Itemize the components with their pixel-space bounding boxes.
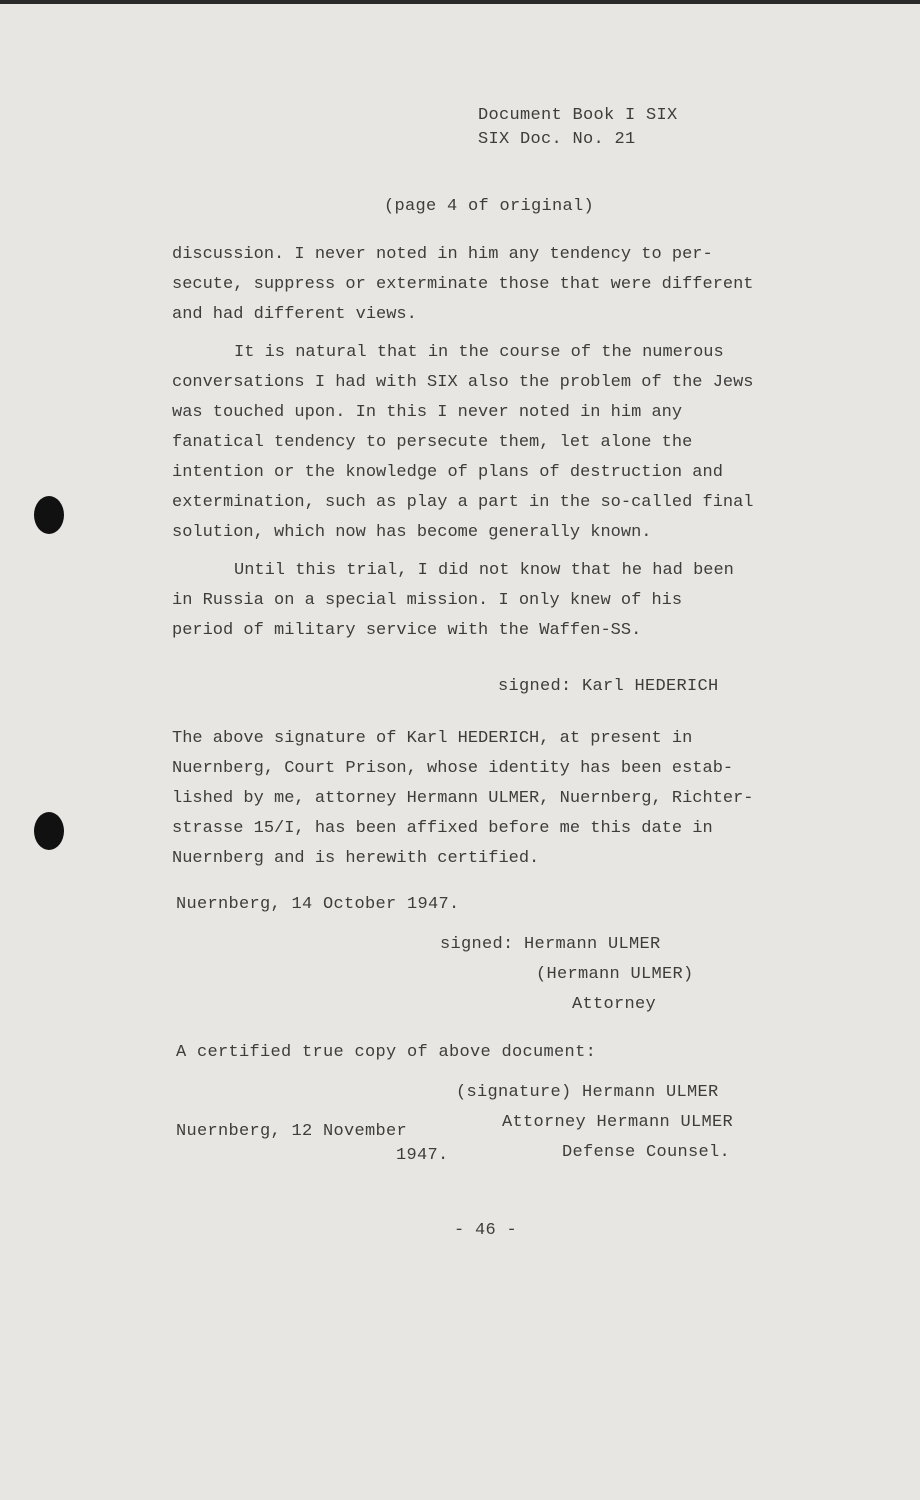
paragraph-line: period of military service with the Waffen-SS. xyxy=(172,621,642,640)
paragraph-line: in Russia on a special mission. I only knew of his xyxy=(172,591,683,610)
paragraph-line: and had different views. xyxy=(172,305,417,324)
document-header xyxy=(478,104,678,152)
certification-line: strasse 15/I, has been affixed before me this date in xyxy=(172,819,713,838)
ulmer-signed-line: signed: Hermann ULMER xyxy=(440,935,661,954)
ulmer-title-line: Attorney xyxy=(572,995,657,1014)
paragraph-line: intention or the knowledge of plans of destruction and xyxy=(172,463,723,482)
paragraph-line: discussion. I never noted in him any tendency to per- xyxy=(172,245,713,264)
certification-line: The above signature of Karl HEDERICH, at present in xyxy=(172,729,693,748)
paragraph-line: Until this trial, I did not know that he had been xyxy=(234,561,734,580)
copy-year-line: 1947. xyxy=(396,1146,449,1165)
paragraph-line: solution, which now has become generally known. xyxy=(172,523,652,542)
header-book: Document Book I SIX xyxy=(478,106,678,125)
paragraph-line: secute, suppress or exterminate those that were different xyxy=(172,275,754,294)
copy-date-block xyxy=(176,1120,449,1168)
punch-hole-top xyxy=(34,496,64,534)
punch-hole-bottom xyxy=(34,812,64,850)
ulmer-name-line: (Hermann ULMER) xyxy=(536,965,694,984)
copy-signature-line: (signature) Hermann ULMER xyxy=(456,1083,719,1102)
paragraph-line: extermination, such as play a part in the so-called final xyxy=(172,493,754,512)
paragraph-2 xyxy=(172,338,754,548)
copy-date-line: Nuernberg, 12 November xyxy=(176,1122,408,1141)
certification-line: lished by me, attorney Hermann ULMER, Nuernberg, Richter- xyxy=(172,789,754,808)
paragraph-line: fanatical tendency to persecute them, let alone the xyxy=(172,433,693,452)
certification-block xyxy=(172,724,754,874)
signature-ulmer xyxy=(440,930,694,1020)
page-number: - 46 - xyxy=(454,1221,518,1240)
true-copy-statement: A certified true copy of above document: xyxy=(176,1043,597,1062)
certification-line: Nuernberg, Court Prison, whose identity has been estab- xyxy=(172,759,734,778)
paragraph-line: conversations I had with SIX also the problem of the Jews xyxy=(172,373,754,392)
paragraph-1 xyxy=(172,240,754,330)
copy-signature-block xyxy=(456,1078,733,1168)
copy-attorney-line: Attorney Hermann ULMER xyxy=(502,1113,734,1132)
paragraph-line: was touched upon. In this I never noted in him any xyxy=(172,403,683,422)
paragraph-line: It is natural that in the course of the numerous xyxy=(234,343,724,362)
certification-line: Nuernberg and is herewith certified. xyxy=(172,849,540,868)
certification-date: Nuernberg, 14 October 1947. xyxy=(176,895,460,914)
paragraph-3 xyxy=(172,556,734,646)
copy-counsel-line: Defense Counsel. xyxy=(562,1143,731,1162)
header-doc-number: SIX Doc. No. 21 xyxy=(478,130,636,149)
signature-hederich: signed: Karl HEDERICH xyxy=(498,677,719,696)
page-reference: (page 4 of original) xyxy=(384,197,595,216)
